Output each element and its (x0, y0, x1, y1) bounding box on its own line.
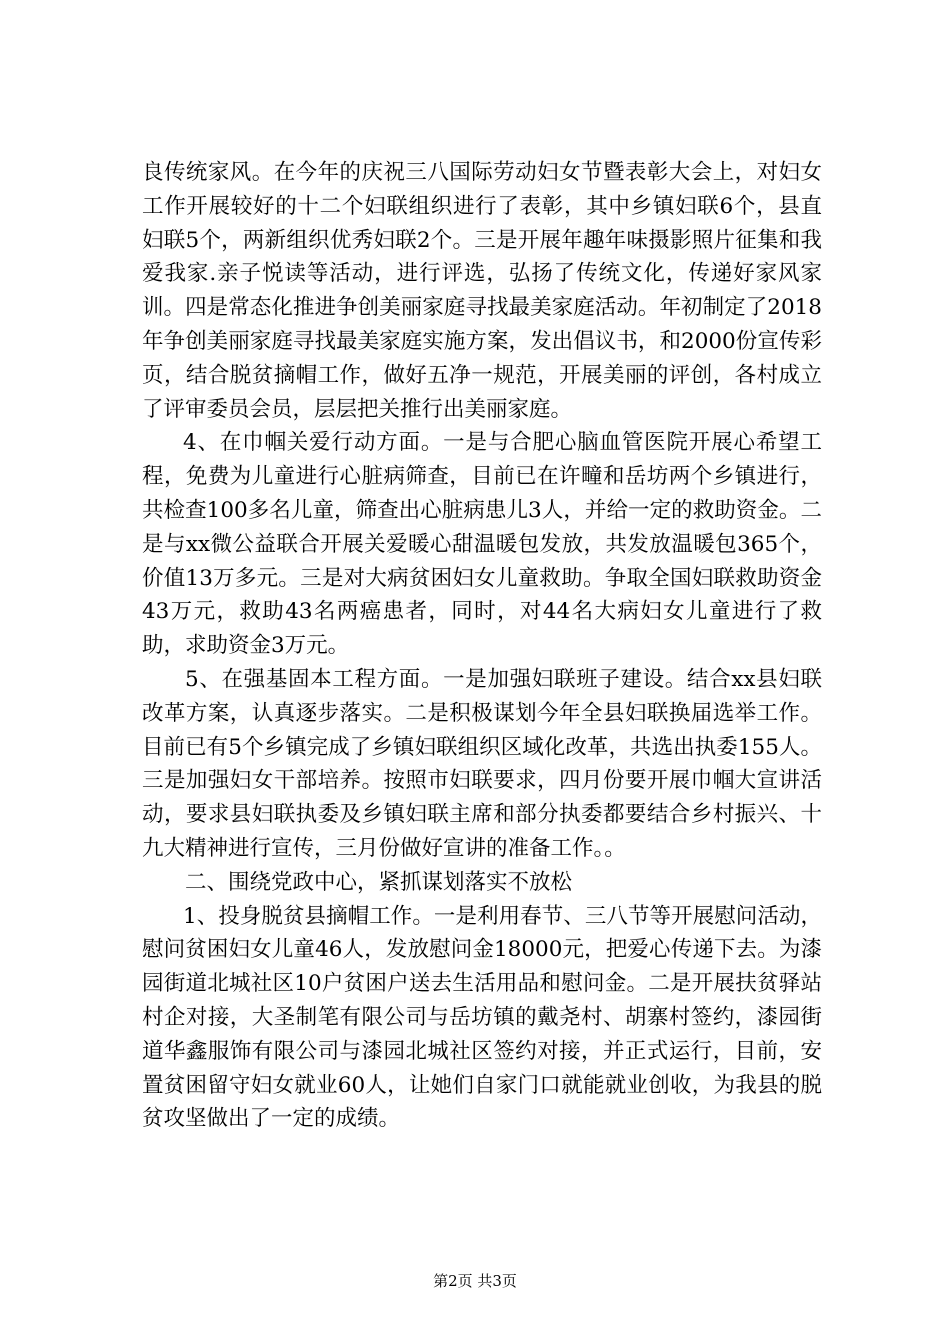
paragraph-care-action: 4、在巾帼关爱行动方面。一是与合肥心脑血管医院开展心希望工程，免费为儿童进行心脏病筛查，目前已在许疃和岳坊两个乡镇进行，共检查100多名儿童，筛查出心脏病患儿3人，并给一定的救助资金。二是与xx微公益联合开展关爱暖心甜温暖包发放，共发放温暖包365个，价值13万多元。三是对大病贫困妇女儿童救助。争取全国妇联救助资金43万元，救助43名两癌患者，同时，对44名大病妇女儿童进行了救助，求助资金3万元。 (142, 430, 822, 659)
paragraph-poverty-alleviation: 1、投身脱贫县摘帽工作。一是利用春节、三八节等开展慰问活动，慰问贫困妇女儿童46人，发放慰问金18000元，把爱心传递下去。为漆园街道北城社区10户贫困户送去生活用品和慰问金。二是开展扶贫驿站村企对接，大圣制笔有限公司与岳坊镇的戴尧村、胡寨村签约，漆园街道华鑫服饰有限公司与漆园北城社区签约对接，并正式运行，目前，安置贫困留守妇女就业60人，让她们自家门口就能就业创收，为我县的脱贫攻坚做出了一定的成绩。 (142, 903, 822, 1132)
page-number-footer: 第2页 共3页 (433, 1272, 517, 1290)
paragraph-family-values: 良传统家风。在今年的庆祝三八国际劳动妇女节暨表彰大会上，对妇女工作开展较好的十二个妇联组织进行了表彰，其中乡镇妇联6个，县直妇联5个，两新组织优秀妇联2个。三是开展年趣年味摄影照片征集和我爱我家.亲子悦读等活动，进行评选，弘扬了传统文化，传递好家风家训。四是常态化推进争创美丽家庭寻找最美家庭活动。年初制定了2018年争创美丽家庭寻找最美家庭实施方案，发出倡议书，和2000份宣传彩页，结合脱贫摘帽工作，做好五净一规范，开展美丽的评创，各村成立了评审委员会员，层层把关推行出美丽家庭。 (142, 160, 822, 422)
section-heading: 二、围绕党政中心，紧抓谋划落实不放松 (185, 869, 573, 895)
paragraph-foundation-project: 5、在强基固本工程方面。一是加强妇联班子建设。结合xx县妇联改革方案，认真逐步落实。二是积极谋划今年全县妇联换届选举工作。目前已有5个乡镇完成了乡镇妇联组织区域化改革，共选出执委155人。三是加强妇女干部培养。按照市妇联要求，四月份要开展巾帼大宣讲活动，要求县妇联执委及乡镇妇联主席和部分执委都要结合乡村振兴、十九大精神进行宣传，三月份做好宣讲的准备工作。。 (142, 666, 822, 861)
document-body (142, 156, 822, 1136)
